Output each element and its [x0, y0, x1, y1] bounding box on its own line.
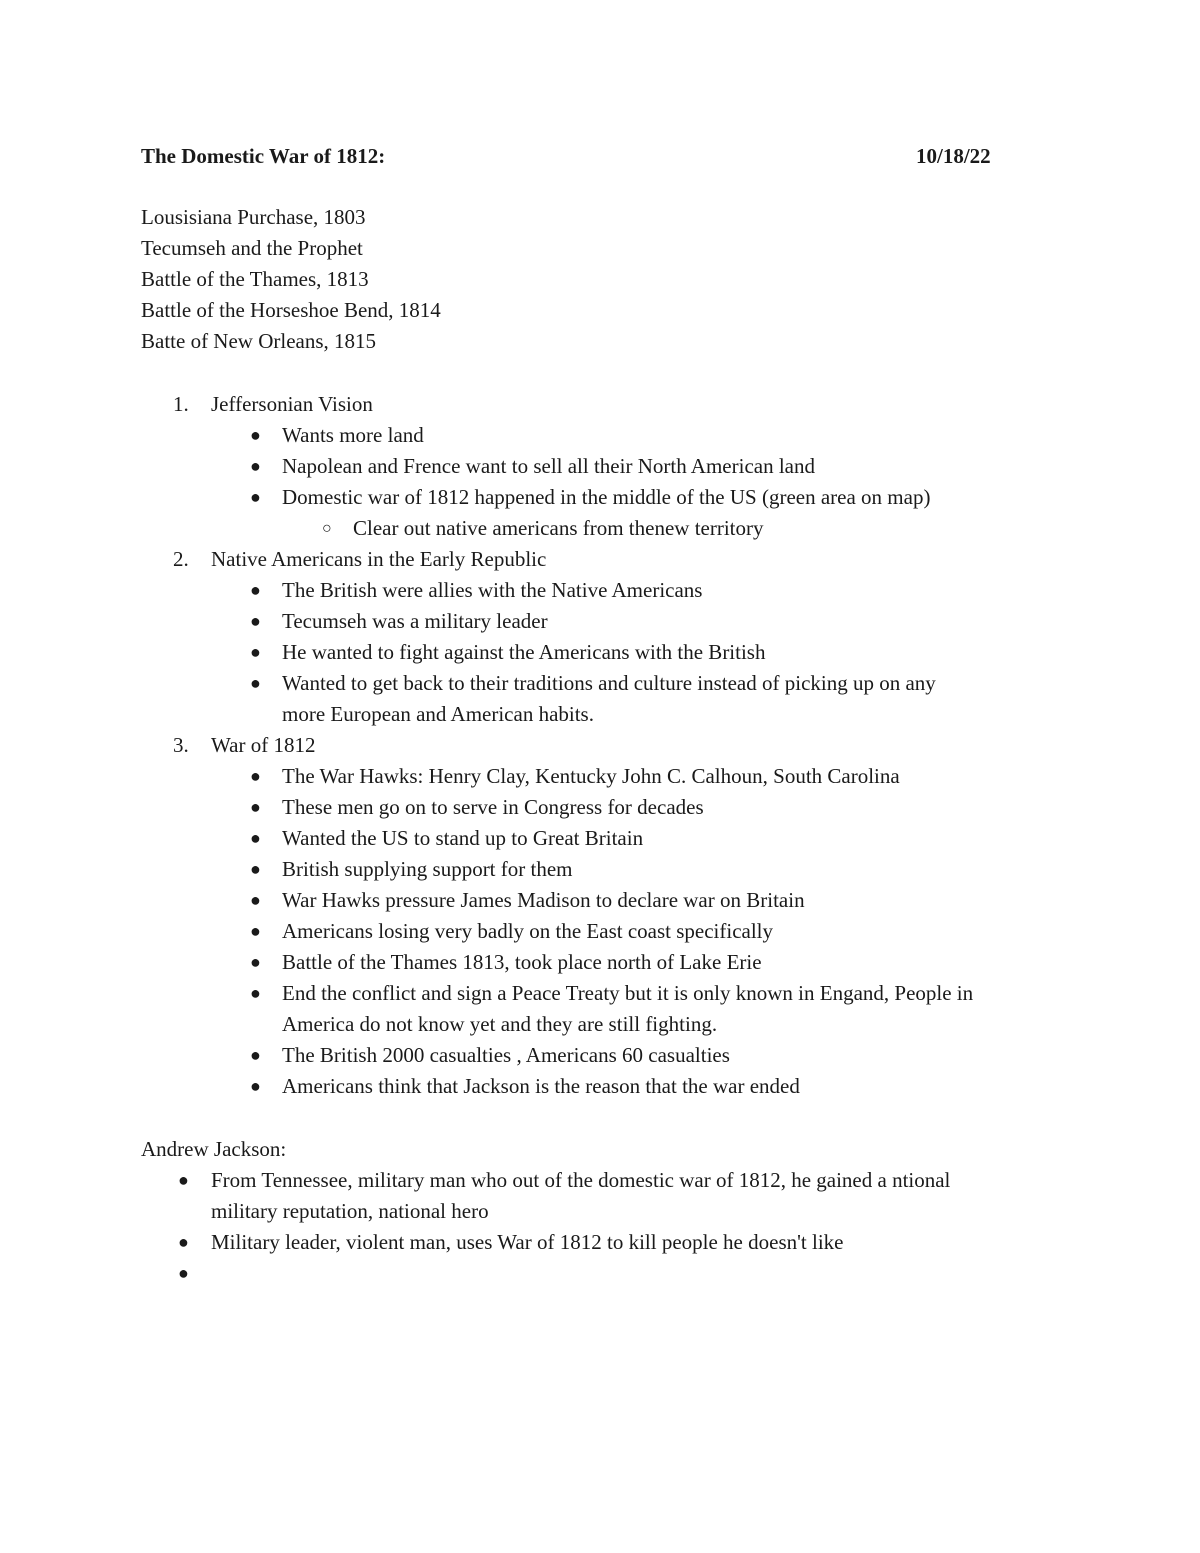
bullet-item: War Hawks pressure James Madison to declare war on Britain [282, 888, 805, 912]
bullet-item: These men go on to serve in Congress for decades [282, 795, 704, 819]
section-heading: War of 1812 [211, 733, 316, 757]
bullet-item: Napolean and Frence want to sell all their North American land [282, 454, 815, 478]
bullet-icon: ● [250, 425, 261, 445]
bullet-icon: ● [250, 766, 261, 786]
bullet-item-continuation: military reputation, national hero [211, 1199, 489, 1223]
sub-bullet-item: Clear out native americans from thenew territory [353, 516, 764, 540]
bullet-icon: ● [250, 642, 261, 662]
section-heading: Native Americans in the Early Republic [211, 547, 547, 571]
bullet-item: The British were allies with the Native Americans [282, 578, 703, 602]
bullet-icon: ● [250, 580, 261, 600]
bullet-icon: ● [178, 1263, 189, 1283]
bullet-icon: ● [250, 673, 261, 693]
section-number: 1. [173, 392, 189, 416]
bullet-icon: ● [250, 797, 261, 817]
topic-line: Lousisiana Purchase, 1803 [141, 205, 366, 229]
bullet-icon: ● [250, 952, 261, 972]
topic-line: Tecumseh and the Prophet [141, 236, 363, 260]
bullet-icon: ● [250, 921, 261, 941]
section-number: 2. [173, 547, 189, 571]
bullet-icon: ● [250, 1045, 261, 1065]
bullet-icon: ● [250, 890, 261, 910]
sub-bullet-icon: ○ [322, 520, 332, 537]
bullet-icon: ● [250, 859, 261, 879]
topic-line: Batte of New Orleans, 1815 [141, 329, 377, 353]
bullet-item-continuation: more European and American habits. [282, 702, 594, 726]
document-title: The Domestic War of 1812: [141, 144, 386, 168]
bullet-item: Domestic war of 1812 happened in the middle of the US (green area on map) [282, 485, 931, 509]
bullet-icon: ● [250, 487, 261, 507]
bullet-item: Battle of the Thames 1813, took place north of Lake Erie [282, 950, 762, 974]
bullet-item: Wanted to get back to their traditions and culture instead of picking up on any [282, 671, 936, 695]
bullet-item: Tecumseh was a military leader [282, 609, 548, 633]
section-heading: Jeffersonian Vision [211, 392, 373, 416]
bullet-item: Americans losing very badly on the East coast specifically [282, 919, 774, 943]
bullet-icon: ● [250, 983, 261, 1003]
bullet-item: Wanted the US to stand up to Great Britain [282, 826, 644, 850]
bullet-item: British supplying support for them [282, 857, 573, 881]
bullet-icon: ● [250, 456, 261, 476]
topic-line: Battle of the Horseshoe Bend, 1814 [141, 298, 441, 322]
bullet-item: From Tennessee, military man who out of the domestic war of 1812, he gained a ntional [211, 1168, 951, 1192]
bullet-item: The War Hawks: Henry Clay, Kentucky John C. Calhoun, South Carolina [282, 764, 900, 788]
bullet-item-continuation: America do not know yet and they are still fighting. [282, 1012, 718, 1036]
bullet-item: The British 2000 casualties , Americans 60 casualties [282, 1043, 730, 1067]
bullet-icon: ● [178, 1170, 189, 1190]
bullet-item: Wants more land [282, 423, 424, 447]
bullet-item: Military leader, violent man, uses War of 1812 to kill people he doesn't like [211, 1230, 844, 1254]
bullet-item: He wanted to fight against the Americans with the British [282, 640, 766, 664]
section-number: 3. [173, 733, 189, 757]
bullet-icon: ● [250, 828, 261, 848]
bullet-item: Americans think that Jackson is the reason that the war ended [282, 1074, 800, 1098]
bullet-icon: ● [250, 611, 261, 631]
bullet-icon: ● [250, 1076, 261, 1096]
bullet-icon: ● [178, 1232, 189, 1252]
topic-line: Battle of the Thames, 1813 [141, 267, 369, 291]
bullet-item: End the conflict and sign a Peace Treaty but it is only known in Engand, People in [282, 981, 974, 1005]
document-date: 10/18/22 [916, 144, 991, 168]
jackson-heading: Andrew Jackson: [141, 1137, 287, 1161]
